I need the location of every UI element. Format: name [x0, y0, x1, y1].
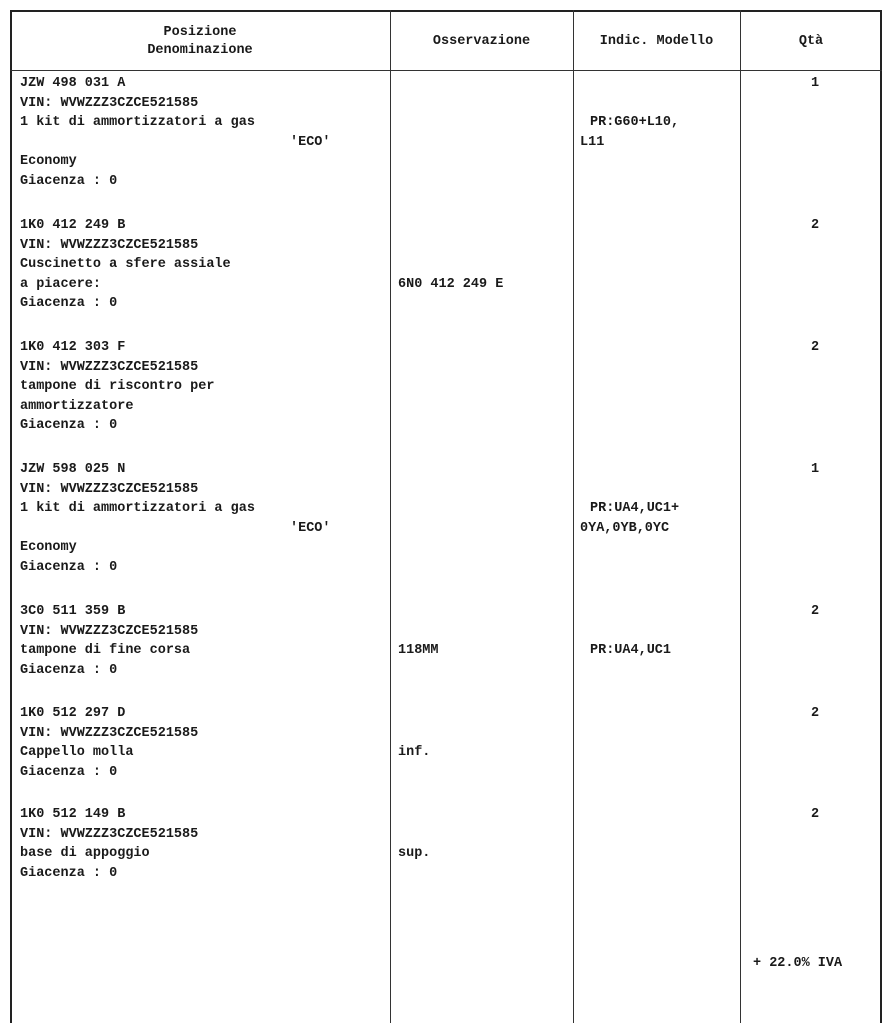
vin-number: VIN: WVWZZZ3CZCE521585: [20, 481, 199, 497]
observation: 118MM: [398, 643, 439, 658]
vin-number: VIN: WVWZZZ3CZCE521585: [20, 95, 199, 111]
model-indication: L11: [580, 134, 605, 150]
stock-level: Giacenza : 0: [20, 764, 118, 780]
vin-number: VIN: WVWZZZ3CZCE521585: [20, 359, 199, 375]
part-description: Cappello molla: [20, 745, 134, 760]
stock-level: Giacenza : 0: [20, 173, 118, 189]
stock-level: Giacenza : 0: [20, 865, 118, 881]
part-code: 3C0 511 359 B: [20, 604, 126, 619]
quantity: 2: [810, 807, 820, 822]
observation: 6N0 412 249 E: [398, 276, 504, 292]
header-observation: Osservazione: [432, 34, 531, 49]
economy-label: Economy: [20, 540, 77, 555]
column-divider: [390, 10, 391, 1023]
quantity: 2: [810, 706, 820, 721]
part-code: 1K0 412 303 F: [20, 340, 126, 355]
header-model: Indic. Modello: [599, 34, 714, 49]
header-divider: [10, 70, 882, 71]
vin-number: VIN: WVWZZZ3CZCE521585: [20, 725, 199, 741]
part-code: JZW 498 031 A: [20, 76, 126, 91]
vin-number: VIN: WVWZZZ3CZCE521585: [20, 826, 199, 842]
model-indication: PR:UA4,UC1+: [590, 501, 680, 516]
quantity: 2: [810, 340, 820, 355]
economy-label: Economy: [20, 154, 77, 169]
stock-level: Giacenza : 0: [20, 559, 118, 575]
quantity: 1: [810, 76, 820, 91]
part-description: Cuscinetto a sfere assiale: [20, 257, 231, 272]
vin-number: VIN: WVWZZZ3CZCE521585: [20, 237, 199, 253]
model-indication: PR:G60+L10,: [590, 115, 680, 130]
observation: inf.: [398, 745, 431, 760]
quantity: 1: [810, 462, 820, 477]
stock-level: Giacenza : 0: [20, 662, 118, 678]
vin-number: VIN: WVWZZZ3CZCE521585: [20, 623, 199, 639]
part-code: JZW 598 025 N: [20, 462, 126, 477]
part-description: 1 kit di ammortizzatori a gas: [20, 501, 255, 516]
part-description: ammortizzatore: [20, 398, 134, 414]
stock-level: Giacenza : 0: [20, 418, 118, 433]
vat-note: + 22.0% IVA: [753, 956, 843, 971]
column-divider: [573, 10, 574, 1023]
header-position-line1: Posizione: [163, 25, 237, 40]
model-indication: PR:UA4,UC1: [590, 643, 672, 658]
part-code: 1K0 412 249 B: [20, 218, 126, 233]
part-description: base di appoggio: [20, 846, 150, 861]
part-description: a piacere:: [20, 276, 102, 292]
quantity: 2: [810, 604, 820, 619]
stock-level: Giacenza : 0: [20, 296, 118, 311]
header-position-line2: Denominazione: [147, 43, 253, 58]
observation: sup.: [398, 846, 431, 861]
quantity: 2: [810, 218, 820, 233]
eco-label: 'ECO': [290, 134, 331, 150]
part-code: 1K0 512 297 D: [20, 706, 126, 721]
eco-label: 'ECO': [290, 520, 331, 536]
model-indication: 0YA,0YB,0YC: [580, 520, 670, 536]
part-description: tampone di riscontro per: [20, 379, 215, 394]
column-divider: [740, 10, 741, 1023]
part-description: 1 kit di ammortizzatori a gas: [20, 115, 255, 130]
part-code: 1K0 512 149 B: [20, 807, 126, 822]
header-position: [10, 20, 390, 64]
header-qty: Qtà: [798, 34, 824, 49]
part-description: tampone di fine corsa: [20, 643, 191, 658]
